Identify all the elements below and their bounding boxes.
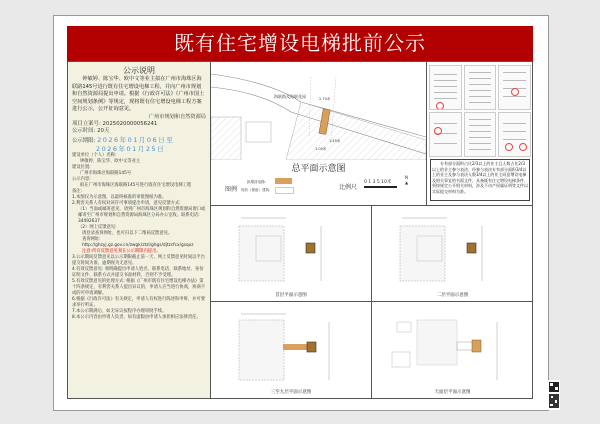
note: 1.本图仅为示意图，以最终核准的审批图纸为准。 (72, 195, 167, 201)
remarks-label: 备注: (72, 189, 83, 195)
applicant-label: 建设单位（个人）名称: (72, 153, 117, 159)
note: 4.有效反馈意见: 须明确提出申请人姓名、联系电话、联系地址、身份证明文件、联系方式并提交书面材料，否则不予受理。 (72, 267, 204, 279)
note: 6.根据《行政许可法》有关规定，申请人有权进行陈述和申辩，并可要求举行听证。 (72, 297, 206, 309)
north-label: N (405, 175, 408, 180)
note: 请登录查询网址，也可扫以下二维码反馈意见。 (82, 231, 173, 237)
legend-new-swatch (275, 178, 292, 184)
site-plan-title: 总平面示意图 (291, 164, 346, 174)
qr-code-icon[interactable] (548, 372, 560, 412)
legend-existing-label: 现状（保留）建筑: (241, 188, 271, 192)
notice-panel (68, 62, 211, 398)
dim-a: 2.70米 (319, 97, 331, 101)
document-thumbnail[interactable] (429, 112, 462, 157)
notes-list (72, 195, 206, 321)
floor-plan-drawing (211, 206, 372, 292)
legend-new-label: 拟增设电梯: (247, 180, 266, 184)
north-arrow-icon: N ▲ (405, 175, 409, 185)
floor-plan-drawing (372, 206, 533, 292)
scale-ticks: 0 1 3 5 10米 (364, 180, 392, 185)
content-area (67, 61, 533, 399)
note: 3.公示期间反馈意见以公示期限截止前一天，网上反馈意见时间以平台提交时间为准，逾期视为无意见。 (72, 255, 206, 267)
note: 7.本公示期满后，如无异议按程序办理审批手续。 (72, 309, 167, 315)
date-start: 2026年01月06日至 (97, 135, 175, 144)
document-thumbnail[interactable] (464, 65, 497, 110)
legend-existing-swatch (275, 187, 294, 194)
project-number: 项目立案号: 2025020000056241 (72, 120, 158, 127)
floor-plan-drawing (211, 302, 372, 388)
document-thumbnail[interactable] (429, 65, 462, 110)
document-thumbnail[interactable] (464, 112, 497, 157)
note-warning: 注意:所有反馈意见须在公示期限内提出。 (82, 249, 161, 255)
query-link[interactable]: 查询网址: http://ghzyj.gz.gov.cn/zwgk/ztzl/ghgs/djtzcfcx/gsqxz (82, 237, 194, 249)
notice-signature: 广州市规划和自然资源局 (148, 113, 206, 120)
dim-c: 1.00米 (315, 147, 327, 151)
legend-label: 图例 (225, 186, 238, 193)
road-label: 海联路及海联花园 (274, 94, 306, 99)
site-plan (211, 62, 426, 206)
content-text: 拟在广州市海珠区海联路145号进行既有住宅增设电梯工程 (80, 183, 192, 189)
content-label: 公示内容: (72, 177, 91, 183)
floor-plan-ground (211, 206, 372, 302)
scale-line (364, 186, 397, 188)
documents-panel (426, 62, 532, 206)
page-title: 既有住宅增设电梯批前公示 (67, 26, 533, 61)
location: 广州市海珠区海联路145号 (80, 171, 132, 177)
floor-plan-title: 二层平面示意图 (436, 293, 469, 298)
floor-plan-second (372, 206, 533, 302)
note: （2）网上反馈意见: (78, 225, 117, 231)
floor-plan-roof (372, 302, 533, 398)
scale-label: 比例尺 (339, 184, 358, 191)
notice-heading: 公示说明 (123, 66, 155, 75)
note: 5.有效反馈意见的处理方式: 根据《广州市既有住宅增设电梯办法》第十四条规定，有利害关系人提出异议的，申请人应当进行协商，协商不成的可申请调解。 (72, 279, 206, 297)
note: （1）当面或邮寄意见，请到广州市海珠区规划和自然资源局窗口或邮寄至广州市规划和自然资源局海珠区分局办公室收。联系电话: 34492637 (78, 207, 206, 225)
floor-plan-title: 天面层平面示意图 (434, 390, 471, 395)
consent-statement: 专有部分面积占比2/3以上的业主且人数占比2/3以上的业主参与表决，经参与表决专有部分面积3/4以上的业主及参与表决人数3/4以上的业主同意增设电梯及相关事宜的书面文件，具备既有住宅增设电梯条件，须按规定公开相关材料，涉及不动产权属证明等文件以实际提交材料为准。 (430, 159, 530, 201)
floor-plan-title: 三至九层平面示意图 (270, 390, 312, 395)
site-plan-drawing (211, 62, 426, 160)
dim-b: 1.45米 (329, 139, 341, 143)
note: 2.利害关系人有权对该许可事项提出申请，意见反馈方式: (72, 201, 181, 207)
notice-period: 公示时间: 20天 (72, 128, 110, 135)
floor-plan-title: 首层平面示意图 (275, 293, 307, 298)
range-label: 公示期限: (72, 137, 96, 144)
floor-plan-typical (211, 302, 372, 398)
notice-intro: 钟敏婷、陈宝华、欧中文等业主拟在广州市海珠区海联路145号进行既有住宅增设电梯工程，并向广州市规划和自然资源局提出申请。根据《行政许可法》《广州市国土空间规划条例》等规定，现将既有住宅增设电梯工程方案进行公示，公开征询意见。 (72, 76, 205, 113)
date-end: 2026年01月25日 (96, 145, 166, 154)
document-thumbnail[interactable] (498, 65, 531, 110)
document-thumbnails (429, 65, 531, 157)
applicant: 钟敏婷、陈宝华、欧中文等业主 (80, 159, 141, 165)
location-label: 建设位置: (72, 165, 91, 171)
document-thumbnail[interactable] (498, 112, 531, 157)
floor-plan-drawing (372, 302, 533, 388)
note: 8.本公示内容由申请人负责，如有虚假由申请人承担相应法律责任。 (72, 315, 201, 321)
